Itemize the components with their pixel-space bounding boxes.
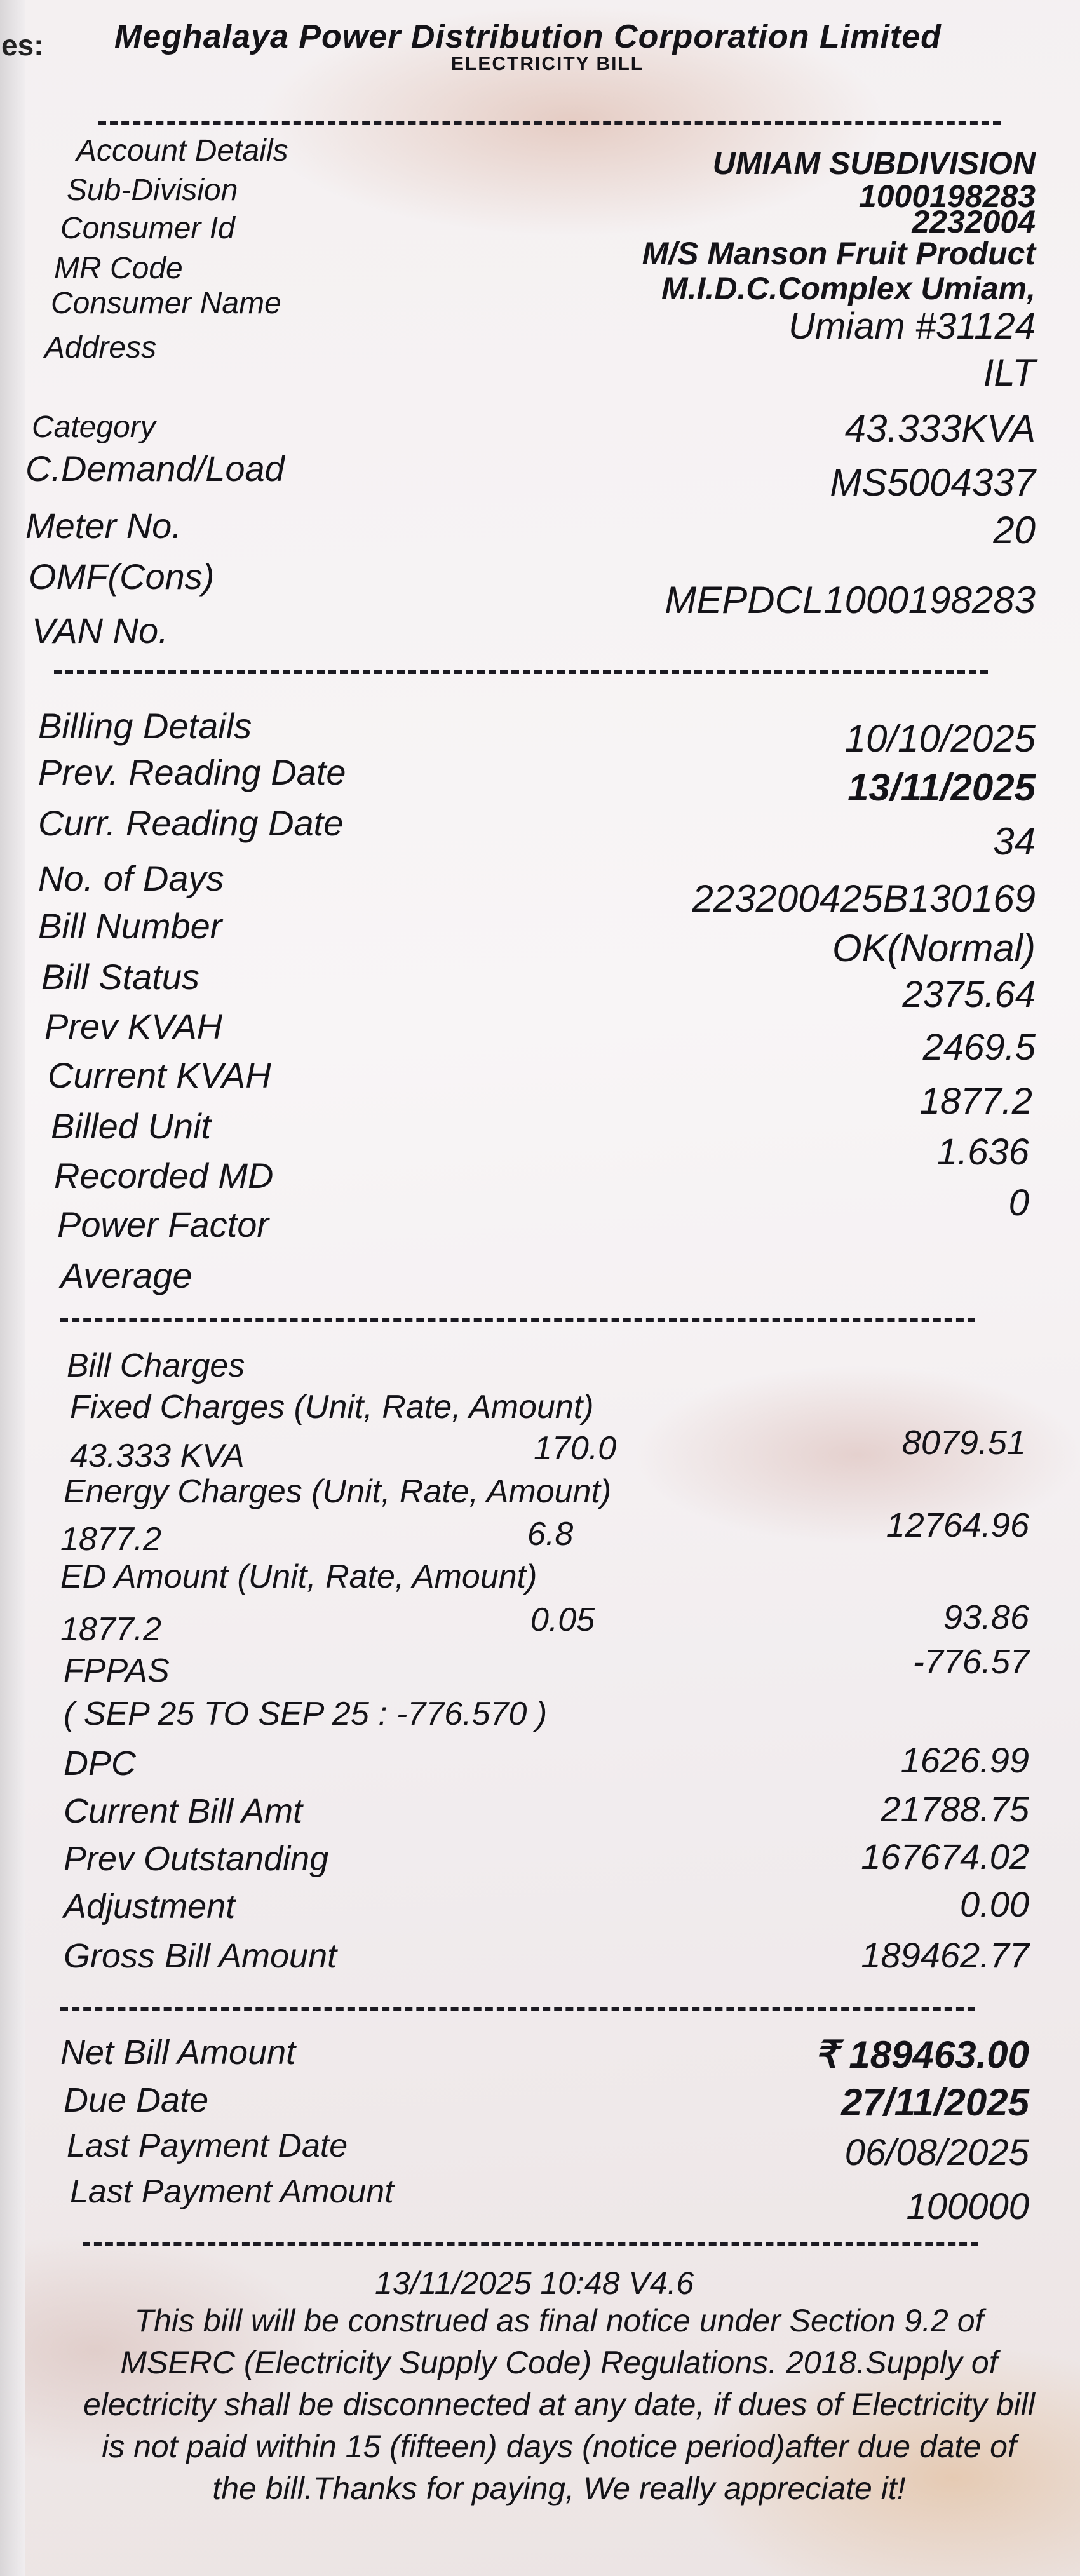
- bill-status-label: Bill Status: [41, 957, 199, 997]
- energy-charges-amount: 12764.96: [886, 1506, 1029, 1544]
- van-no-label: VAN No.: [32, 610, 168, 651]
- bill-status-value: OK(Normal): [832, 927, 1036, 969]
- last-payment-amount-value: 100000: [906, 2186, 1029, 2227]
- curr-reading-date-label: Curr. Reading Date: [38, 803, 344, 843]
- prev-reading-date-value: 10/10/2025: [844, 717, 1036, 760]
- recorded-md-label: Recorded MD: [54, 1156, 274, 1196]
- prev-kvah-value: 2375.64: [902, 974, 1036, 1015]
- dpc-label: DPC: [64, 1744, 137, 1783]
- account-section-label: Account Details: [76, 134, 288, 168]
- meter-no-value: MS5004337: [830, 461, 1036, 504]
- category-label: Category: [32, 410, 156, 444]
- fppas-amount: -776.57: [912, 1643, 1029, 1681]
- current-bill-amt-value: 21788.75: [881, 1789, 1029, 1829]
- due-date-label: Due Date: [64, 2081, 209, 2119]
- energy-charges-rate: 6.8: [527, 1516, 574, 1553]
- ed-amount-rate: 0.05: [530, 1602, 595, 1638]
- prev-reading-date-label: Prev. Reading Date: [38, 752, 346, 792]
- sub-division-value: UMIAM SUBDIVISION: [712, 145, 1036, 181]
- address-label: Address: [44, 331, 157, 365]
- energy-charges-unit: 1877.2: [60, 1521, 162, 1558]
- address-line1-value: M.I.D.C.Complex Umiam,: [661, 271, 1036, 306]
- net-bill-amount-label: Net Bill Amount: [60, 2033, 296, 2072]
- address-line2-value: Umiam #31124: [788, 306, 1036, 347]
- divider: [60, 1318, 975, 1322]
- divider: [98, 121, 1001, 125]
- sub-division-label: Sub-Division: [67, 173, 238, 207]
- power-factor-label: Power Factor: [57, 1204, 269, 1244]
- fixed-charges-unit: 43.333 KVA: [70, 1438, 245, 1474]
- print-timestamp: 13/11/2025 10:48 V4.6: [375, 2265, 694, 2301]
- last-payment-amount-label: Last Payment Amount: [70, 2173, 394, 2210]
- adjustment-label: Adjustment: [64, 1887, 236, 1925]
- power-factor-value: 0: [1008, 1182, 1029, 1224]
- consumer-name-label: Consumer Name: [51, 287, 281, 320]
- gross-bill-amount-label: Gross Bill Amount: [64, 1937, 337, 1975]
- meter-no-label: Meter No.: [25, 506, 182, 546]
- last-payment-date-label: Last Payment Date: [67, 2128, 348, 2164]
- mr-code-value: 2232004: [912, 204, 1036, 239]
- fixed-charges-amount: 8079.51: [901, 1424, 1026, 1462]
- consumer-id-label: Consumer Id: [60, 212, 235, 245]
- omf-value: 20: [993, 509, 1036, 551]
- van-no-value: MEPDCL1000198283: [665, 579, 1036, 621]
- no-of-days-value: 34: [993, 820, 1036, 863]
- no-of-days-label: No. of Days: [38, 858, 224, 898]
- prev-kvah-label: Prev KVAH: [44, 1006, 223, 1046]
- fppas-note: ( SEP 25 TO SEP 25 : -776.570 ): [64, 1696, 548, 1732]
- edge-text: es:: [1, 29, 44, 62]
- bill-number-value: 223200425B130169: [692, 877, 1036, 920]
- fixed-charges-rate: 170.0: [534, 1430, 617, 1467]
- divider: [60, 2007, 975, 2011]
- ed-amount-label: ED Amount (Unit, Rate, Amount): [60, 1558, 537, 1595]
- dpc-value: 1626.99: [900, 1740, 1029, 1780]
- demand-load-value: 43.333KVA: [844, 407, 1036, 450]
- bill-number-label: Bill Number: [38, 906, 222, 946]
- charges-section-label: Bill Charges: [67, 1347, 245, 1384]
- adjustment-value: 0.00: [960, 1884, 1029, 1924]
- gross-bill-amount-value: 189462.77: [861, 1935, 1029, 1975]
- consumer-name-value: M/S Manson Fruit Product: [642, 236, 1036, 271]
- mr-code-label: MR Code: [54, 252, 183, 285]
- last-payment-date-value: 06/08/2025: [844, 2132, 1029, 2173]
- net-bill-amount-value: ₹ 189463.00: [814, 2033, 1029, 2076]
- current-kvah-value: 2469.5: [922, 1027, 1036, 1068]
- company-title: Meghalaya Power Distribution Corporation Limited: [114, 18, 942, 55]
- category-value: ILT: [983, 351, 1036, 394]
- current-kvah-label: Current KVAH: [48, 1055, 271, 1095]
- prev-outstanding-value: 167674.02: [861, 1837, 1029, 1877]
- curr-reading-date-value: 13/11/2025: [847, 766, 1036, 809]
- disconnection-notice: This bill will be construed as final notice under Section 9.2 of MSERC (Electricity Supply Code) Regulations. 2018.Supply of electricity shall be disconnected at any date, if dues of Electricity bill is not paid within 15 (fifteen) days (notice period)after due date of the bill.Thanks for paying, We really appreciate it!: [83, 2303, 1035, 2506]
- energy-charges-label: Energy Charges (Unit, Rate, Amount): [64, 1473, 612, 1510]
- fppas-label: FPPAS: [64, 1652, 170, 1689]
- demand-load-label: C.Demand/Load: [25, 448, 285, 489]
- billed-unit-label: Billed Unit: [51, 1106, 212, 1146]
- recorded-md-value: 1.636: [936, 1131, 1029, 1173]
- consumer-id-value: 1000198283: [858, 179, 1036, 214]
- divider: [83, 2242, 978, 2246]
- divider: [54, 670, 988, 674]
- prev-outstanding-label: Prev Outstanding: [64, 1840, 329, 1878]
- current-bill-amt-label: Current Bill Amt: [64, 1792, 303, 1830]
- billed-unit-value: 1877.2: [919, 1081, 1032, 1122]
- due-date-value: 27/11/2025: [841, 2081, 1029, 2124]
- billing-section-label: Billing Details: [38, 706, 252, 746]
- ed-amount-unit: 1877.2: [60, 1611, 162, 1648]
- fixed-charges-label: Fixed Charges (Unit, Rate, Amount): [70, 1389, 594, 1426]
- omf-label: OMF(Cons): [29, 556, 215, 597]
- bill-subtitle: ELECTRICITY BILL: [451, 53, 644, 74]
- average-label: Average: [60, 1255, 192, 1295]
- adjacent-paper-edge: [0, 0, 44, 2576]
- ed-amount-amount: 93.86: [943, 1598, 1029, 1636]
